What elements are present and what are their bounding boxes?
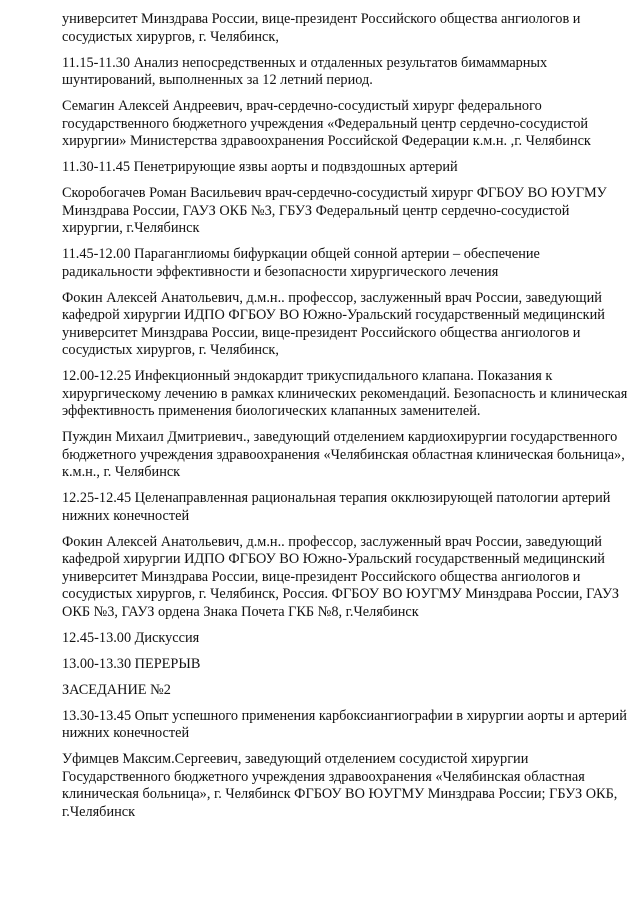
- text-line: ЗАСЕДАНИЕ №2: [62, 681, 171, 698]
- text-line: хирургии, г.Челябинск: [62, 220, 200, 236]
- agenda-item: [62, 368, 628, 421]
- text-line: Фокин Алексей Анатольевич, д.м.н.. профессор, заслуженный врач России, заведующий: [62, 533, 602, 550]
- agenda-item: [62, 246, 628, 281]
- text-line: Минздрава России, ГАУЗ ОКБ №3, ГБУЗ Федеральный центр сердечно-сосудистой: [62, 202, 570, 219]
- text-line: Уфимцев Максим.Сергеевич, заведующий отделением сосудистой хирургии: [62, 751, 529, 767]
- text-line: Пуждин Михаил Дмитриевич., заведующий отделением кардиохирургии государственного: [62, 429, 618, 445]
- text-line: университет Минздрава России, вице-президент Российского общества ангиологов и: [62, 568, 581, 585]
- text-line: 12.25-12.45 Целенаправленная рациональная терапия окклюзирующей патологии артерий: [62, 490, 611, 506]
- text-line: Семагин Алексей Андреевич, врач-сердечно-сосудистый хирург федерального: [62, 98, 542, 114]
- speaker-info: [62, 185, 628, 238]
- agenda-item: [62, 630, 628, 648]
- agenda-item: [62, 55, 628, 90]
- speaker-info: [62, 534, 628, 622]
- text-line: бюджетного учреждения здравоохранения «Челябинская областная клиническая больница»,: [62, 446, 625, 463]
- text-line: кафедрой хирургии ИДПО ФГБОУ ВО Южно-Уральский государственный медицинский: [62, 307, 605, 323]
- text-line: 13.30-13.45 Опыт успешного применения карбоксиангиографии в хирургии аорты и артерий: [62, 707, 627, 724]
- speaker-info: [62, 11, 628, 46]
- text-line: Фокин Алексей Анатольевич, д.м.н.. профессор, заслуженный врач России, заведующий: [62, 289, 602, 306]
- text-line: 11.15-11.30 Анализ непосредственных и отдаленных результатов бимаммарных: [62, 54, 548, 71]
- text-line: хирургии» Министерства здравоохранения Российской Федерации к.м.н. ,г. Челябинск: [62, 133, 591, 149]
- text-line: университет Минздрава России, вице-президент Российского общества ангиологов и: [62, 11, 581, 27]
- text-line: сосудистых хирургов, г. Челябинск, Россия. ФГБОУ ВО ЮУГМУ Минздрава России, ГАУЗ: [62, 586, 620, 602]
- text-line: сосудистых хирургов, г. Челябинск,: [62, 342, 279, 358]
- text-line: сосудистых хирургов, г. Челябинск,: [62, 28, 279, 45]
- text-line: кафедрой хирургии ИДПО ФГБОУ ВО Южно-Уральский государственный медицинский: [62, 551, 605, 567]
- text-line: 11.45-12.00 Параганглиомы бифуркации общей сонной артерии – обеспечение: [62, 246, 540, 262]
- speaker-info: [62, 751, 628, 821]
- text-line: Скоробогачев Роман Васильевич врач-сердечно-сосудистый хирург ФГБОУ ВО ЮУГМУ: [62, 185, 607, 201]
- text-line: к.м.н., г. Челябинск: [62, 464, 181, 480]
- text-line: шунтирований, выполненных за 12 летний период.: [62, 72, 373, 88]
- document-page: [62, 11, 628, 830]
- text-line: государственного бюджетного учреждения «Федеральный центр сердечно-сосудистой: [62, 115, 589, 132]
- speaker-info: [62, 98, 628, 151]
- agenda-item: [62, 159, 628, 177]
- text-line: нижних конечностей: [62, 507, 190, 524]
- text-line: 12.45-13.00 Дискуссия: [62, 629, 200, 646]
- text-line: нижних конечностей: [62, 725, 190, 741]
- text-line: клиническая больница», г. Челябинск ФГБОУ ВО ЮУГМУ Минздрава России; ГБУЗ ОКБ,: [62, 786, 618, 802]
- agenda-item: [62, 490, 628, 525]
- agenda-item: [62, 708, 628, 743]
- text-line: ОКБ №3, ГАУЗ ордена Знака Почета ГКБ №8, г.Челябинск: [62, 603, 419, 620]
- text-line: 12.00-12.25 Инфекционный эндокардит трикуспидального клапана. Показания к: [62, 368, 553, 384]
- text-line: радикальности эффективности и безопасности хирургического лечения: [62, 263, 499, 280]
- text-line: университет Минздрава России, вице-президент Российского общества ангиологов и: [62, 324, 581, 341]
- agenda-item: [62, 656, 628, 674]
- text-line: хирургическому лечению в рамках клинических рекомендаций. Безопасность и клиническая: [62, 385, 628, 402]
- section-heading: [62, 682, 628, 700]
- speaker-info: [62, 429, 628, 482]
- speaker-info: [62, 290, 628, 360]
- text-line: г.Челябинск: [62, 803, 136, 820]
- text-line: Государственного бюджетного учреждения здравоохранения «Челябинская областная: [62, 768, 585, 785]
- text-line: эффективность применения биологических клапанных заменителей.: [62, 403, 481, 419]
- text-line: 11.30-11.45 Пенетрирующие язвы аорты и подвздошных артерий: [62, 159, 458, 175]
- text-line: 13.00-13.30 ПЕРЕРЫВ: [62, 655, 201, 672]
